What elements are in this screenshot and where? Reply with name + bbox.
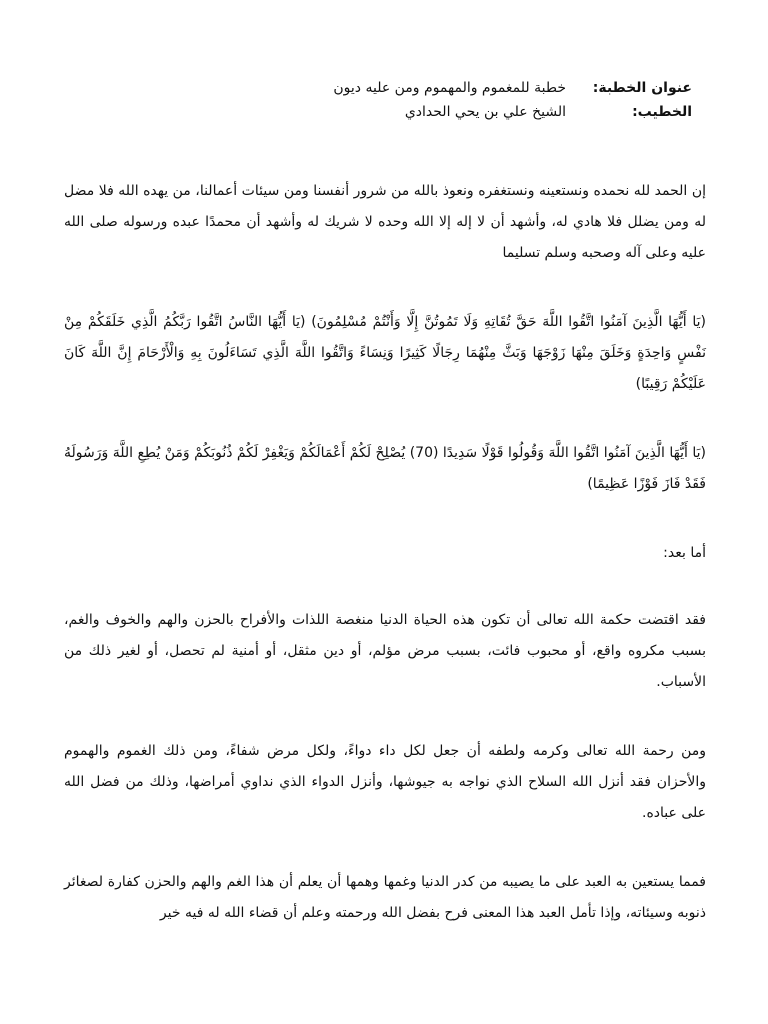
quran-verses-paragraph: (يَا أَيُّهَا الَّذِينَ آمَنُوا اتَّقُوا اللَّهَ حَقَّ تُقَاتِهِ وَلَا تَمُوتُنَّ إِلَّا وَأَنْتُمْ مُسْلِمُونَ) (يَا أَيُّهَا النَّاسُ اتَّقُوا رَبَّكُمُ الَّذِي خَلَقَكُمْ مِنْ نَفْسٍ وَاحِدَةٍ وَخَلَقَ مِنْهَا زَوْجَهَا وَبَثَّ مِنْهُمَا رِجَالًا كَثِيرًا وَنِسَاءً وَاتَّقُوا اللَّهَ الَّذِي تَسَاءَلُونَ بِهِ وَالْأَرْحَامَ إِنَّ اللَّهَ كَانَ عَلَيْكُمْ رَقِيبًا) <box>64 314 706 392</box>
wisdom-paragraph: فقد اقتضت حكمة الله تعالى أن تكون هذه الحياة الدنيا منغصة اللذات والأفراح بالحزن والهم والخوف والغم، بسبب مكروه واقع، أو محبوب فائت، بسبب مرض مؤلم، أو دين مثقل، أو أمنية لم تحصل، أو لغير ذلك من الأسباب. <box>64 612 706 690</box>
speaker-value: الشيخ علي بن يحي الحدادي <box>404 104 566 120</box>
amma-bad-heading: أما بعد: <box>663 545 706 561</box>
sermon-header <box>292 76 692 124</box>
title-row <box>292 76 692 100</box>
title-label: عنوان الخطبة: <box>592 80 692 96</box>
title-value: خطبة للمغموم والمهموم ومن عليه ديون <box>333 80 566 96</box>
speaker-row <box>292 100 692 124</box>
speaker-label: الخطيب: <box>632 104 692 120</box>
quran-verses-paragraph-2: (يَا أَيُّهَا الَّذِينَ آمَنُوا اتَّقُوا اللَّهَ وَقُولُوا قَوْلًا سَدِيدًا (70) يُصْلِحْ لَكُمْ أَعْمَالَكُمْ وَيَغْفِرْ لَكُمْ ذُنُوبَكُمْ وَمَنْ يُطِعِ اللَّهَ وَرَسُولَهُ فَقَدْ فَازَ فَوْزًا عَظِيمًا) <box>64 445 706 492</box>
opening-praise-paragraph: إن الحمد لله نحمده ونستعينه ونستغفره ونعوذ بالله من شرور أنفسنا ومن سيئات أعمالنا، من يهده الله فلا مضل له ومن يضلل فلا هادي له، وأشهد أن لا إله إلا الله وحده لا شريك له وأشهد أن محمدًا عبده ورسوله صلى الله عليه وعلى آله وصحبه وسلم تسليما <box>64 183 706 261</box>
consolation-paragraph: فمما يستعين به العبد على ما يصيبه من كدر الدنيا وغمها وهمها أن يعلم أن هذا الغم والهم والحزن كفارة لصغائر ذنوبه وسيئاته، وإذا تأمل العبد هذا المعنى فرح بفضل الله ورحمته وعلم أن قضاء الله له فيه خير <box>64 874 706 921</box>
mercy-paragraph: ومن رحمة الله تعالى وكرمه ولطفه أن جعل لكل داء دواءً، ولكل مرض شفاءً، ومن ذلك الغموم والهموم والأحزان فقد أنزل الله السلاح الذي نواجه به جيوشها، وأنزل الدواء الذي نداوي أمراضها، وذلك من فضل الله على عباده. <box>64 743 706 821</box>
sermon-body <box>64 176 706 967</box>
